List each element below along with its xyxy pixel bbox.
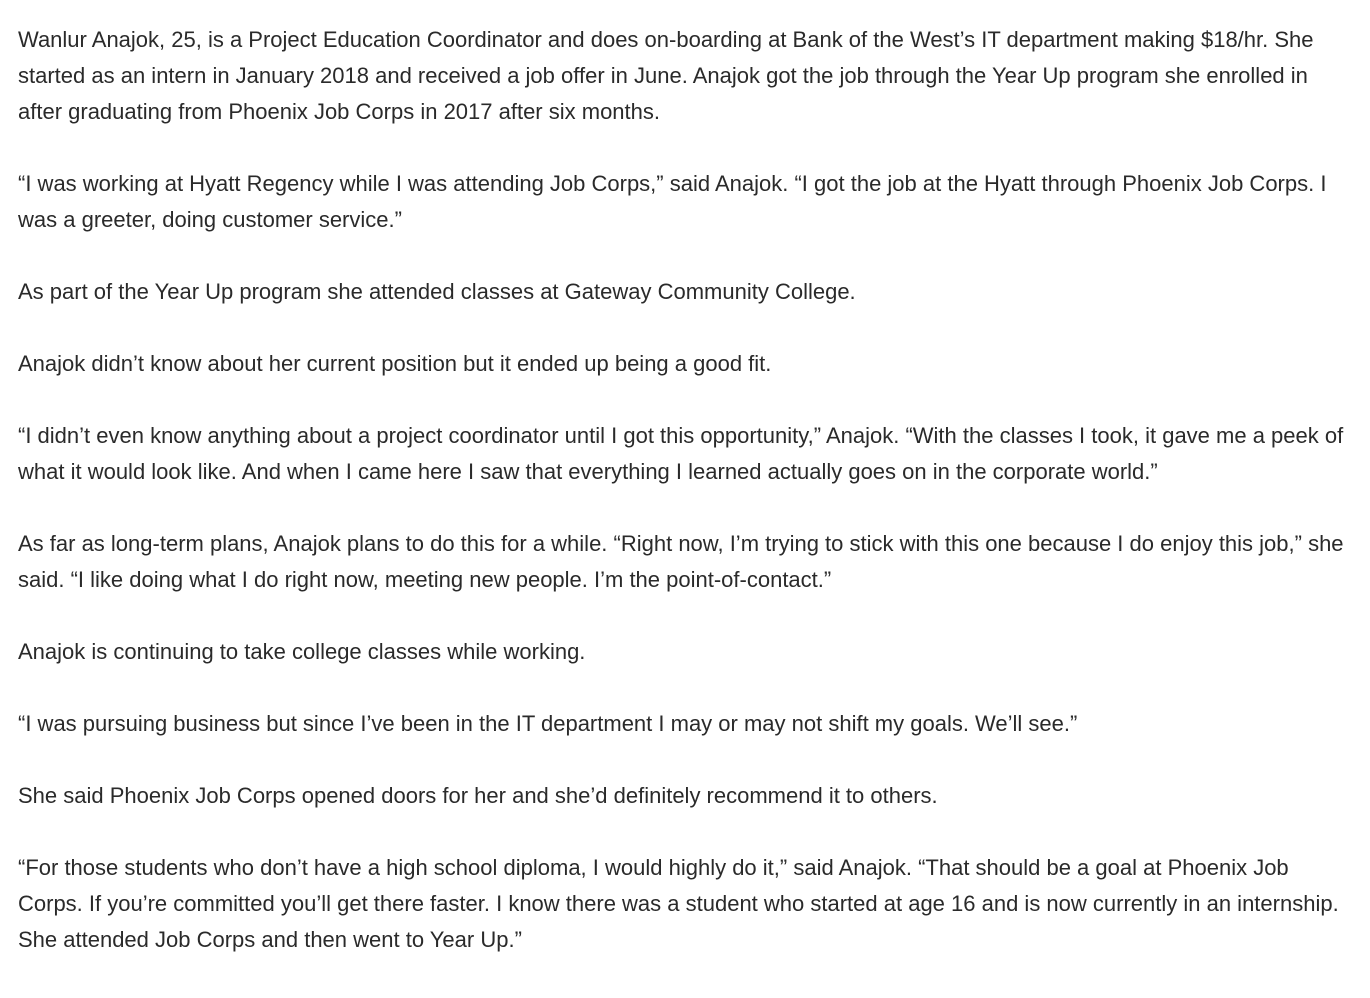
article-paragraph: “For those students who don’t have a high school diploma, I would highly do it,” said Anajok. “That should be a goal at Phoenix Job Corps. If you’re committed you’ll get there faster. I know there was a student who started at age 16 and is now currently in an internship. She attended Job Corps and then went to Year Up.” bbox=[18, 855, 1339, 952]
article-paragraph: She said Phoenix Job Corps opened doors for her and she’d definitely recommend it to others. bbox=[18, 783, 938, 808]
article-paragraph: As part of the Year Up program she attended classes at Gateway Community College. bbox=[18, 279, 856, 304]
article-paragraph: As far as long-term plans, Anajok plans to do this for a while. “Right now, I’m trying to stick with this one because I do enjoy this job,” she said. “I like doing what I do right now, meeting new people. I’m the point-of-contact.” bbox=[18, 531, 1344, 592]
article-paragraph: “I was working at Hyatt Regency while I was attending Job Corps,” said Anajok. “I got the job at the Hyatt through Phoenix Job Corps. I was a greeter, doing customer service.” bbox=[18, 171, 1327, 232]
article-paragraph: “I was pursuing business but since I’ve been in the IT department I may or may not shift my goals. We’ll see.” bbox=[18, 711, 1078, 736]
article-paragraph: Anajok didn’t know about her current position but it ended up being a good fit. bbox=[18, 351, 772, 376]
article-paragraph: “I didn’t even know anything about a project coordinator until I got this opportunity,” Anajok. “With the classes I took, it gave me a peek of what it would look like. And when I came here I saw that everything I learned actually goes on in the corporate world.” bbox=[18, 423, 1344, 484]
article-paragraph: Anajok is continuing to take college classes while working. bbox=[18, 639, 586, 664]
article-body bbox=[18, 22, 1348, 958]
article-paragraph: Wanlur Anajok, 25, is a Project Education Coordinator and does on-boarding at Bank of the West’s IT department making $18/hr. She started as an intern in January 2018 and received a job offer in June. Anajok got the job through the Year Up program she enrolled in after graduating from Phoenix Job Corps in 2017 after six months. bbox=[18, 27, 1314, 124]
